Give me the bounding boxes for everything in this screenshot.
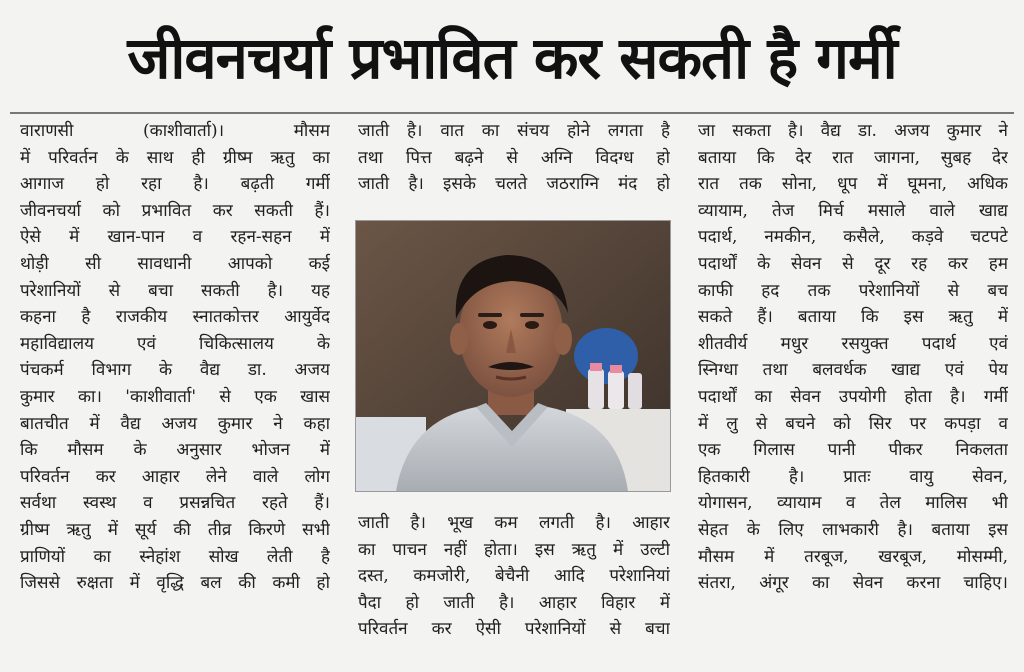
article-line: योगासन, व्यायाम व तेल मालिस भी [698, 493, 1008, 514]
article-line: परेशानियों से बचा सकती है। यह [20, 280, 330, 301]
article-line: जीवनचर्या को प्रभावित कर सकती हैं। [20, 200, 330, 221]
article-line: का पाचन नहीं होता। इस ऋतु में उल्टी [358, 539, 670, 560]
article-line: कहना है राजकीय स्नातकोत्तर आयुर्वेद [20, 307, 330, 328]
article-line: स्निग्धा तथा बलवर्धक खाद्य एवं पेय [698, 360, 1008, 381]
article-line: शीतवीर्य मधुर रसयुक्त पदार्थ एवं [698, 333, 1008, 354]
headline: जीवनचर्या प्रभावित कर सकती है गर्मी [127, 24, 897, 92]
article-line: जा सकता है। वैद्य डा. अजय कुमार ने [698, 121, 1008, 141]
article-column-2-top [358, 118, 670, 198]
article-line: कि मौसम के अनुसार भोजन में [20, 440, 330, 461]
article-line: ग्रीष्म ऋतु में सूर्य की तीव्र किरणे सभी [20, 519, 330, 540]
article-line: संतरा, अंगूर का सेवन करना चाहिए। [698, 573, 1008, 594]
article-line: जाती है। इसके चलते जठराग्नि मंद हो [358, 174, 670, 195]
article-line: आगाज हो रहा है। बढ़ती गर्मी [20, 174, 330, 195]
headline-rule [10, 112, 1014, 114]
article-line: में लु से बचने को सिर पर कपड़ा व [698, 413, 1008, 434]
article-line: व्यायाम, तेज मिर्च मसाले वाले खाद्य [698, 200, 1008, 221]
article-line: परिवर्तन कर आहार लेने वाले लोग [20, 466, 330, 487]
portrait-photo [355, 220, 671, 492]
article-line: सेहत के लिए लाभकारी है। बताया इस [698, 519, 1008, 540]
article-line: दस्त, कमजोरी, बेचैनी आदि परेशानियां [358, 566, 670, 587]
article-line: में परिवर्तन के साथ ही ग्रीष्म ऋतु का [20, 147, 330, 168]
article-line: बातचीत में वैद्य अजय कुमार ने कहा [20, 413, 330, 434]
article-line: सर्वथा स्वस्थ व प्रसन्नचित रहते हैं। [20, 493, 330, 514]
article-line: एक गिलास पानी पीकर निकलता [698, 440, 1008, 461]
article-line: पदार्थों का सेवन उपयोगी होता है। गर्मी [698, 386, 1008, 407]
article-line: पैदा हो जाती है। आहार विहार में [358, 592, 670, 613]
article-column-2-bottom [358, 510, 670, 643]
article-line: जाती है। वात का संचय होने लगता है [358, 121, 670, 141]
article-line: प्राणियों का स्नेहांश सोख लेती है [20, 546, 330, 567]
article-line: बताया कि देर रात जागना, सुबह देर [698, 147, 1008, 168]
article-column-1 [20, 118, 330, 597]
article-line: थोड़ी सी सावधानी आपको कई [20, 253, 330, 274]
article-line: हितकारी है। प्रातः वायु सेवन, [698, 466, 1008, 487]
article-line: परिवर्तन कर ऐसी परेशानियों से बचा [358, 619, 670, 640]
article-line: महाविद्यालय एवं चिकित्सालय के [20, 333, 330, 354]
article-line: जिससे रुक्षता में वृद्धि बल की कमी हो [20, 573, 330, 594]
article-line: काफी हद तक परेशानियों से बच [698, 280, 1008, 301]
article-line: मौसम में तरबूज, खरबूज, मोसम्मी, [698, 546, 1008, 567]
article-line: पंचकर्म विभाग के वैद्य डा. अजय [20, 360, 330, 381]
article-line: पदार्थ, नमकीन, कसैले, कड़वे चटपटे [698, 227, 1008, 248]
article-line: रात तक सोना, धूप में घूमना, अधिक [698, 174, 1008, 195]
article-line: जाती है। भूख कम लगती है। आहार [358, 513, 670, 533]
article-line: ऐसे में खान-पान व रहन-सहन में [20, 227, 330, 248]
article-line: सकते हैं। बताया कि इस ऋतु में [698, 307, 1008, 328]
article-line: कुमार का। 'काशीवार्ता' से एक खास [20, 386, 330, 407]
article-column-3 [698, 118, 1008, 597]
article-line: तथा पित्त बढ़ने से अग्नि विदग्ध हो [358, 147, 670, 168]
article-line: वाराणसी (काशीवार्ता)। मौसम [20, 121, 330, 141]
article-line: पदार्थों के सेवन से दूर रह कर हम [698, 253, 1008, 274]
